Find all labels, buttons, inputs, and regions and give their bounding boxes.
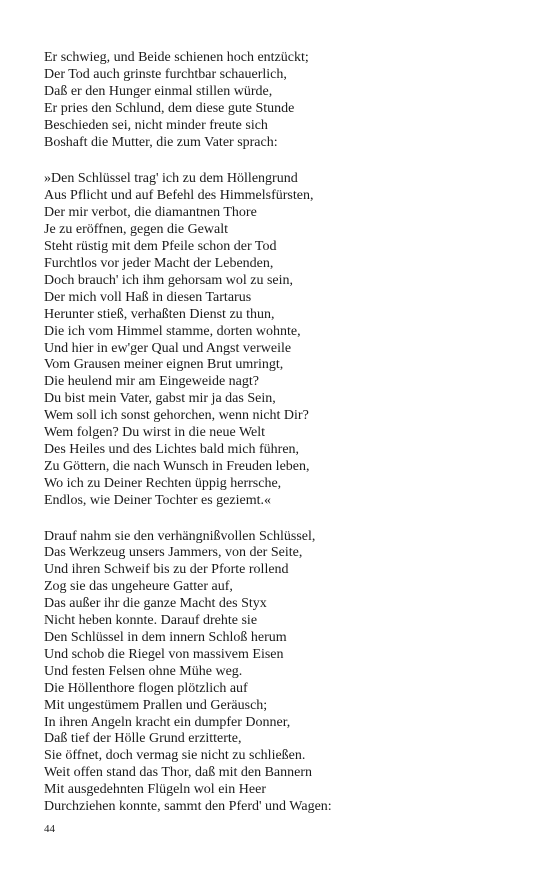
verse-line: Nicht heben konnte. Darauf drehte sie [44,613,258,629]
verse-line: Das Werkzeug unsers Jammers, von der Seite, [44,545,303,561]
verse-line: Weit offen stand das Thor, daß mit den Bannern [44,765,313,781]
verse-line: Er pries den Schlund, dem diese gute Stunde [44,100,295,116]
verse-line: »Den Schlüssel trag' ich zu dem Höllengrund [44,171,298,187]
verse-line: Und schob die Riegel von massivem Eisen [44,646,284,662]
verse-line: Doch brauch' ich ihm gehorsam wol zu sein, [44,272,294,288]
verse-line: Des Heiles und des Lichtes bald mich führen, [44,441,300,457]
stanza [44,171,524,509]
verse-line: Sie öffnet, doch vermag sie nicht zu schließen. [44,748,306,764]
verse-line: Zog sie das ungeheure Gatter auf, [44,579,233,595]
verse-line: Durchziehen konnte, sammt den Pferd' und Wagen: [44,799,332,815]
verse-line: Der Tod auch grinste furchtbar schauerlich, [44,66,287,82]
verse-line: Den Schlüssel in dem innern Schloß herum [44,630,287,645]
verse-line: Du bist mein Vater, gabst mir ja das Sein, [44,391,276,407]
verse-line: Boshaft die Mutter, die zum Vater sprach: [44,134,278,150]
verse-line: Und festen Felsen ohne Mühe weg. [44,663,243,679]
stanza [44,50,524,151]
verse-line: Herunter stieß, verhaßten Dienst zu thun, [44,306,275,322]
verse-line: Mit ungestümem Prallen und Geräusch; [44,697,268,713]
verse-line: Daß er den Hunger einmal stillen würde, [44,83,273,99]
verse-line: Furchtlos vor jeder Macht der Lebenden, [44,255,274,271]
verse-line: Zu Göttern, die nach Wunsch in Freuden leben, [44,458,310,474]
verse-line: Und ihren Schweif bis zu der Pforte rollend [44,562,289,578]
verse-line: Der mich voll Haß in diesen Tartarus [44,289,252,305]
verse-line: Wo ich zu Deiner Rechten üppig herrsche, [44,475,282,491]
verse-line: In ihren Angeln kracht ein dumpfer Donner, [44,714,291,730]
verse-line: Und hier in ew'ger Qual und Angst verweile [44,340,292,356]
verse-line: Mit ausgedehnten Flügeln wol ein Heer [44,782,267,798]
verse-line: Daß tief der Hölle Grund erzitterte, [44,731,242,747]
verse-line: Die Höllenthore flogen plötzlich auf [44,680,248,696]
verse-line: Wem soll ich sonst gehorchen, wenn nicht Dir? [44,408,309,424]
verse-line: Beschieden sei, nicht minder freute sich [44,117,268,133]
verse-line: Aus Pflicht und auf Befehl des Himmelsfürsten, [44,188,314,204]
verse-line: Er schwieg, und Beide schienen hoch entzückt; [44,50,309,65]
verse-line: Das außer ihr die ganze Macht des Styx [44,596,267,612]
verse-line: Drauf nahm sie den verhängnißvollen Schlüssel, [44,528,316,544]
verse-line: Der mir verbot, die diamantnen Thore [44,205,257,221]
verse-line: Vom Grausen meiner eignen Brut umringt, [44,357,284,373]
stanza [44,529,524,816]
page-number: 44 [44,823,55,835]
verse-line: Steht rüstig mit dem Pfeile schon der Tod [44,239,277,255]
verse-line: Endlos, wie Deiner Tochter es geziemt.« [44,492,271,508]
verse-line: Je zu eröffnen, gegen die Gewalt [44,222,228,238]
poem-text [44,50,524,816]
verse-line: Wem folgen? Du wirst in die neue Welt [44,425,266,441]
verse-line: Die heulend mir am Eingeweide nagt? [44,374,259,390]
verse-line: Die ich vom Himmel stamme, dorten wohnte, [44,323,301,339]
